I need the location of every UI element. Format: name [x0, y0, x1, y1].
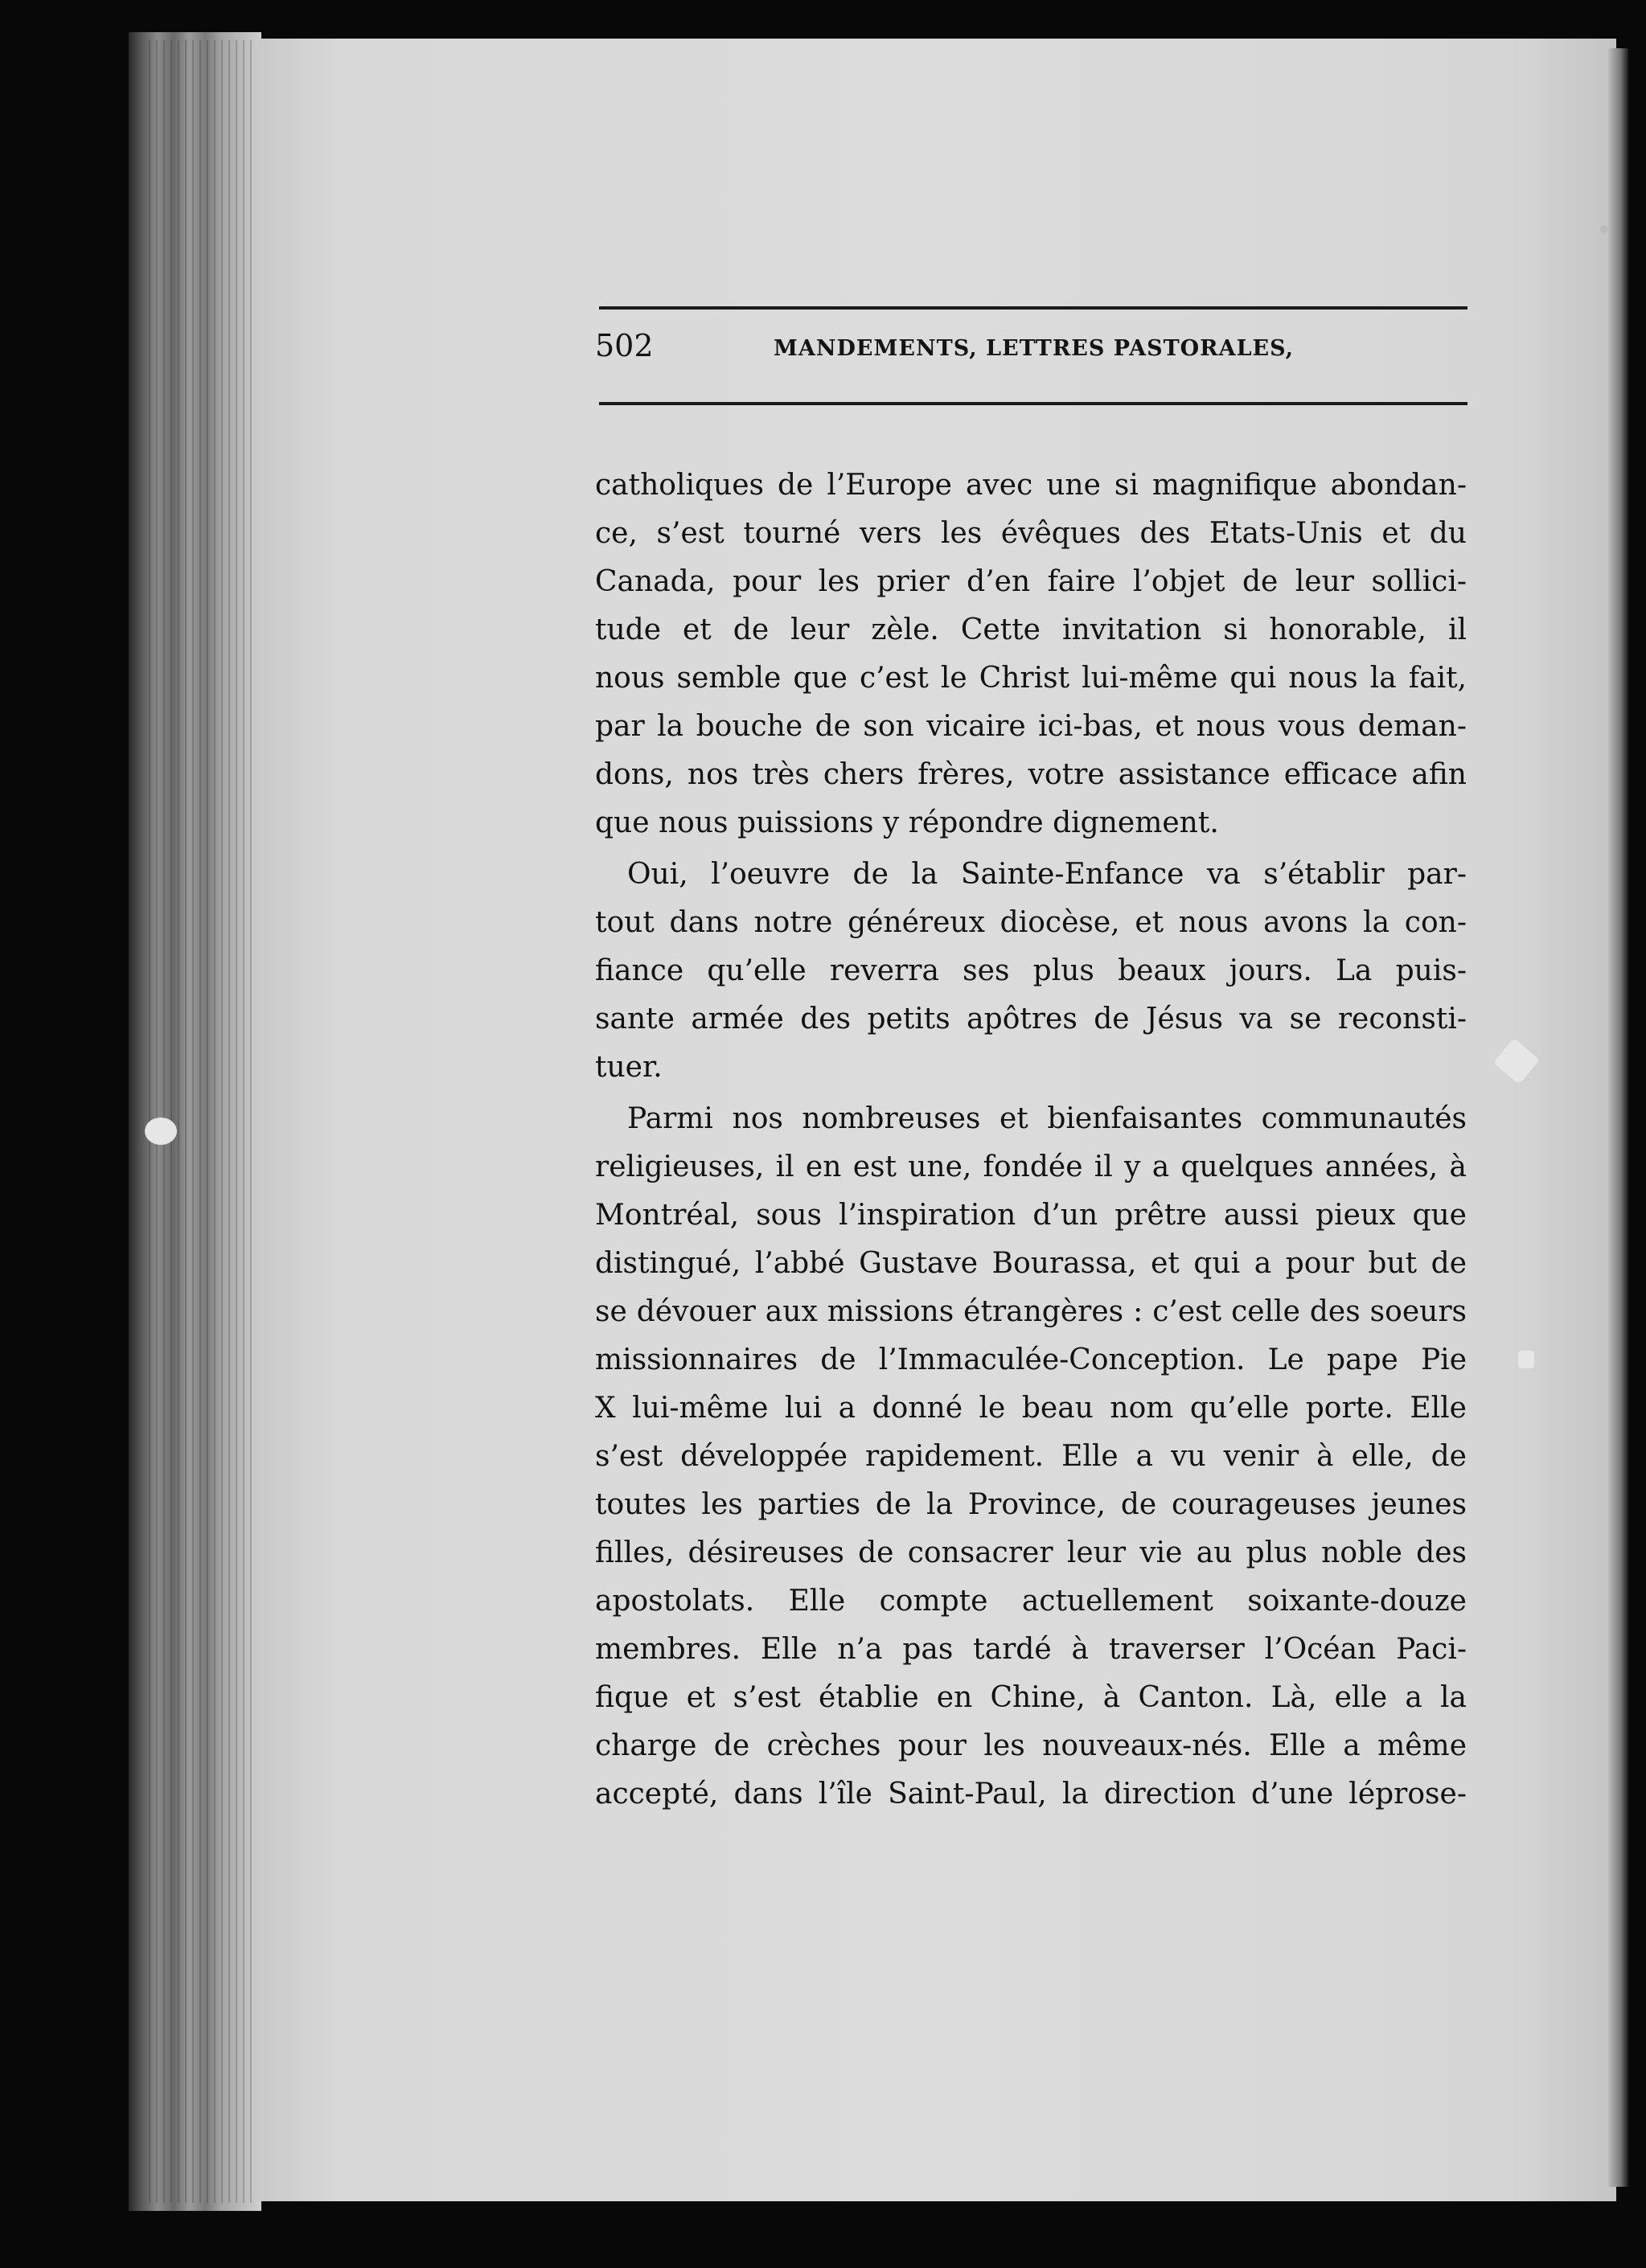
header-rule-bottom [599, 402, 1467, 405]
page-number: 502 [595, 328, 654, 363]
text-line: tuer. [595, 1051, 663, 1084]
text-line: sante armée des petits apôtres de Jésus va se reconsti- [595, 1003, 1467, 1036]
text-line: catholiques de l’Europe avec une si magnifique abondan- [595, 469, 1467, 502]
text-line: fiance qu’elle reverra ses plus beaux jours. La puis- [595, 954, 1467, 987]
text-line: filles, désireuses de consacrer leur vie au plus noble des [595, 1536, 1467, 1569]
text-line: par la bouche de son vicaire ici-bas, et nous vous deman- [595, 710, 1467, 743]
scan-speck [145, 1118, 177, 1145]
text-line: Oui, l’oeuvre de la Sainte-Enfance va s’établir par- [627, 858, 1467, 891]
text-line: membres. Elle n’a pas tardé à traverser l’Océan Paci- [595, 1633, 1467, 1666]
text-line: toutes les parties de la Province, de courageuses jeunes [595, 1488, 1467, 1521]
text-line: Canada, pour les prier d’en faire l’objet de leur sollici- [595, 565, 1467, 598]
paragraph [595, 461, 1467, 847]
text-line: s’est développée rapidement. Elle a vu venir à elle, de [595, 1440, 1467, 1473]
scan-speck [1600, 225, 1608, 233]
text-line: apostolats. Elle compte actuellement soixante-douze [595, 1585, 1467, 1618]
text-line: se dévouer aux missions étrangères : c’est celle des soeurs [595, 1295, 1467, 1328]
text-line: distingué, l’abbé Gustave Bourassa, et qui a pour but de [595, 1247, 1467, 1280]
text-line: nous semble que c’est le Christ lui-même qui nous la fait, [595, 662, 1467, 695]
text-line: X lui-même lui a donné le beau nom qu’elle porte. Elle [595, 1392, 1467, 1425]
text-line: dons, nos très chers frères, votre assistance efficace afin [595, 758, 1467, 791]
text-line: missionnaires de l’Immaculée-Conception. Le pape Pie [595, 1343, 1467, 1376]
text-line: tude et de leur zèle. Cette invitation si honorable, il [595, 613, 1467, 646]
text-line: Parmi nos nombreuses et bienfaisantes communautés [627, 1102, 1467, 1135]
running-title: MANDEMENTS, LETTRES PASTORALES, [774, 336, 1295, 361]
text-line: accepté, dans l’île Saint-Paul, la direction d’une léprose- [595, 1778, 1467, 1811]
header-rule-top [599, 306, 1467, 310]
text-line: tout dans notre généreux diocèse, et nous avons la con- [595, 906, 1467, 939]
text-line: fique et s’est établie en Chine, à Canton. Là, elle a la [595, 1681, 1467, 1714]
scan-speck [1518, 1351, 1534, 1368]
text-line: que nous puissions y répondre dignement. [595, 806, 1219, 839]
text-line: religieuses, il en est une, fondée il y a quelques années, à [595, 1150, 1467, 1183]
page-right-edge [1608, 48, 1628, 2187]
paragraph [595, 851, 1467, 1092]
body-text [595, 461, 1467, 1819]
text-line: charge de crèches pour les nouveaux-nés. Elle a même [595, 1729, 1467, 1762]
text-line: ce, s’est tourné vers les évêques des Etats-Unis et du [595, 517, 1467, 550]
paragraph [595, 1095, 1467, 1819]
text-line: Montréal, sous l’inspiration d’un prêtre aussi pieux que [595, 1199, 1467, 1232]
